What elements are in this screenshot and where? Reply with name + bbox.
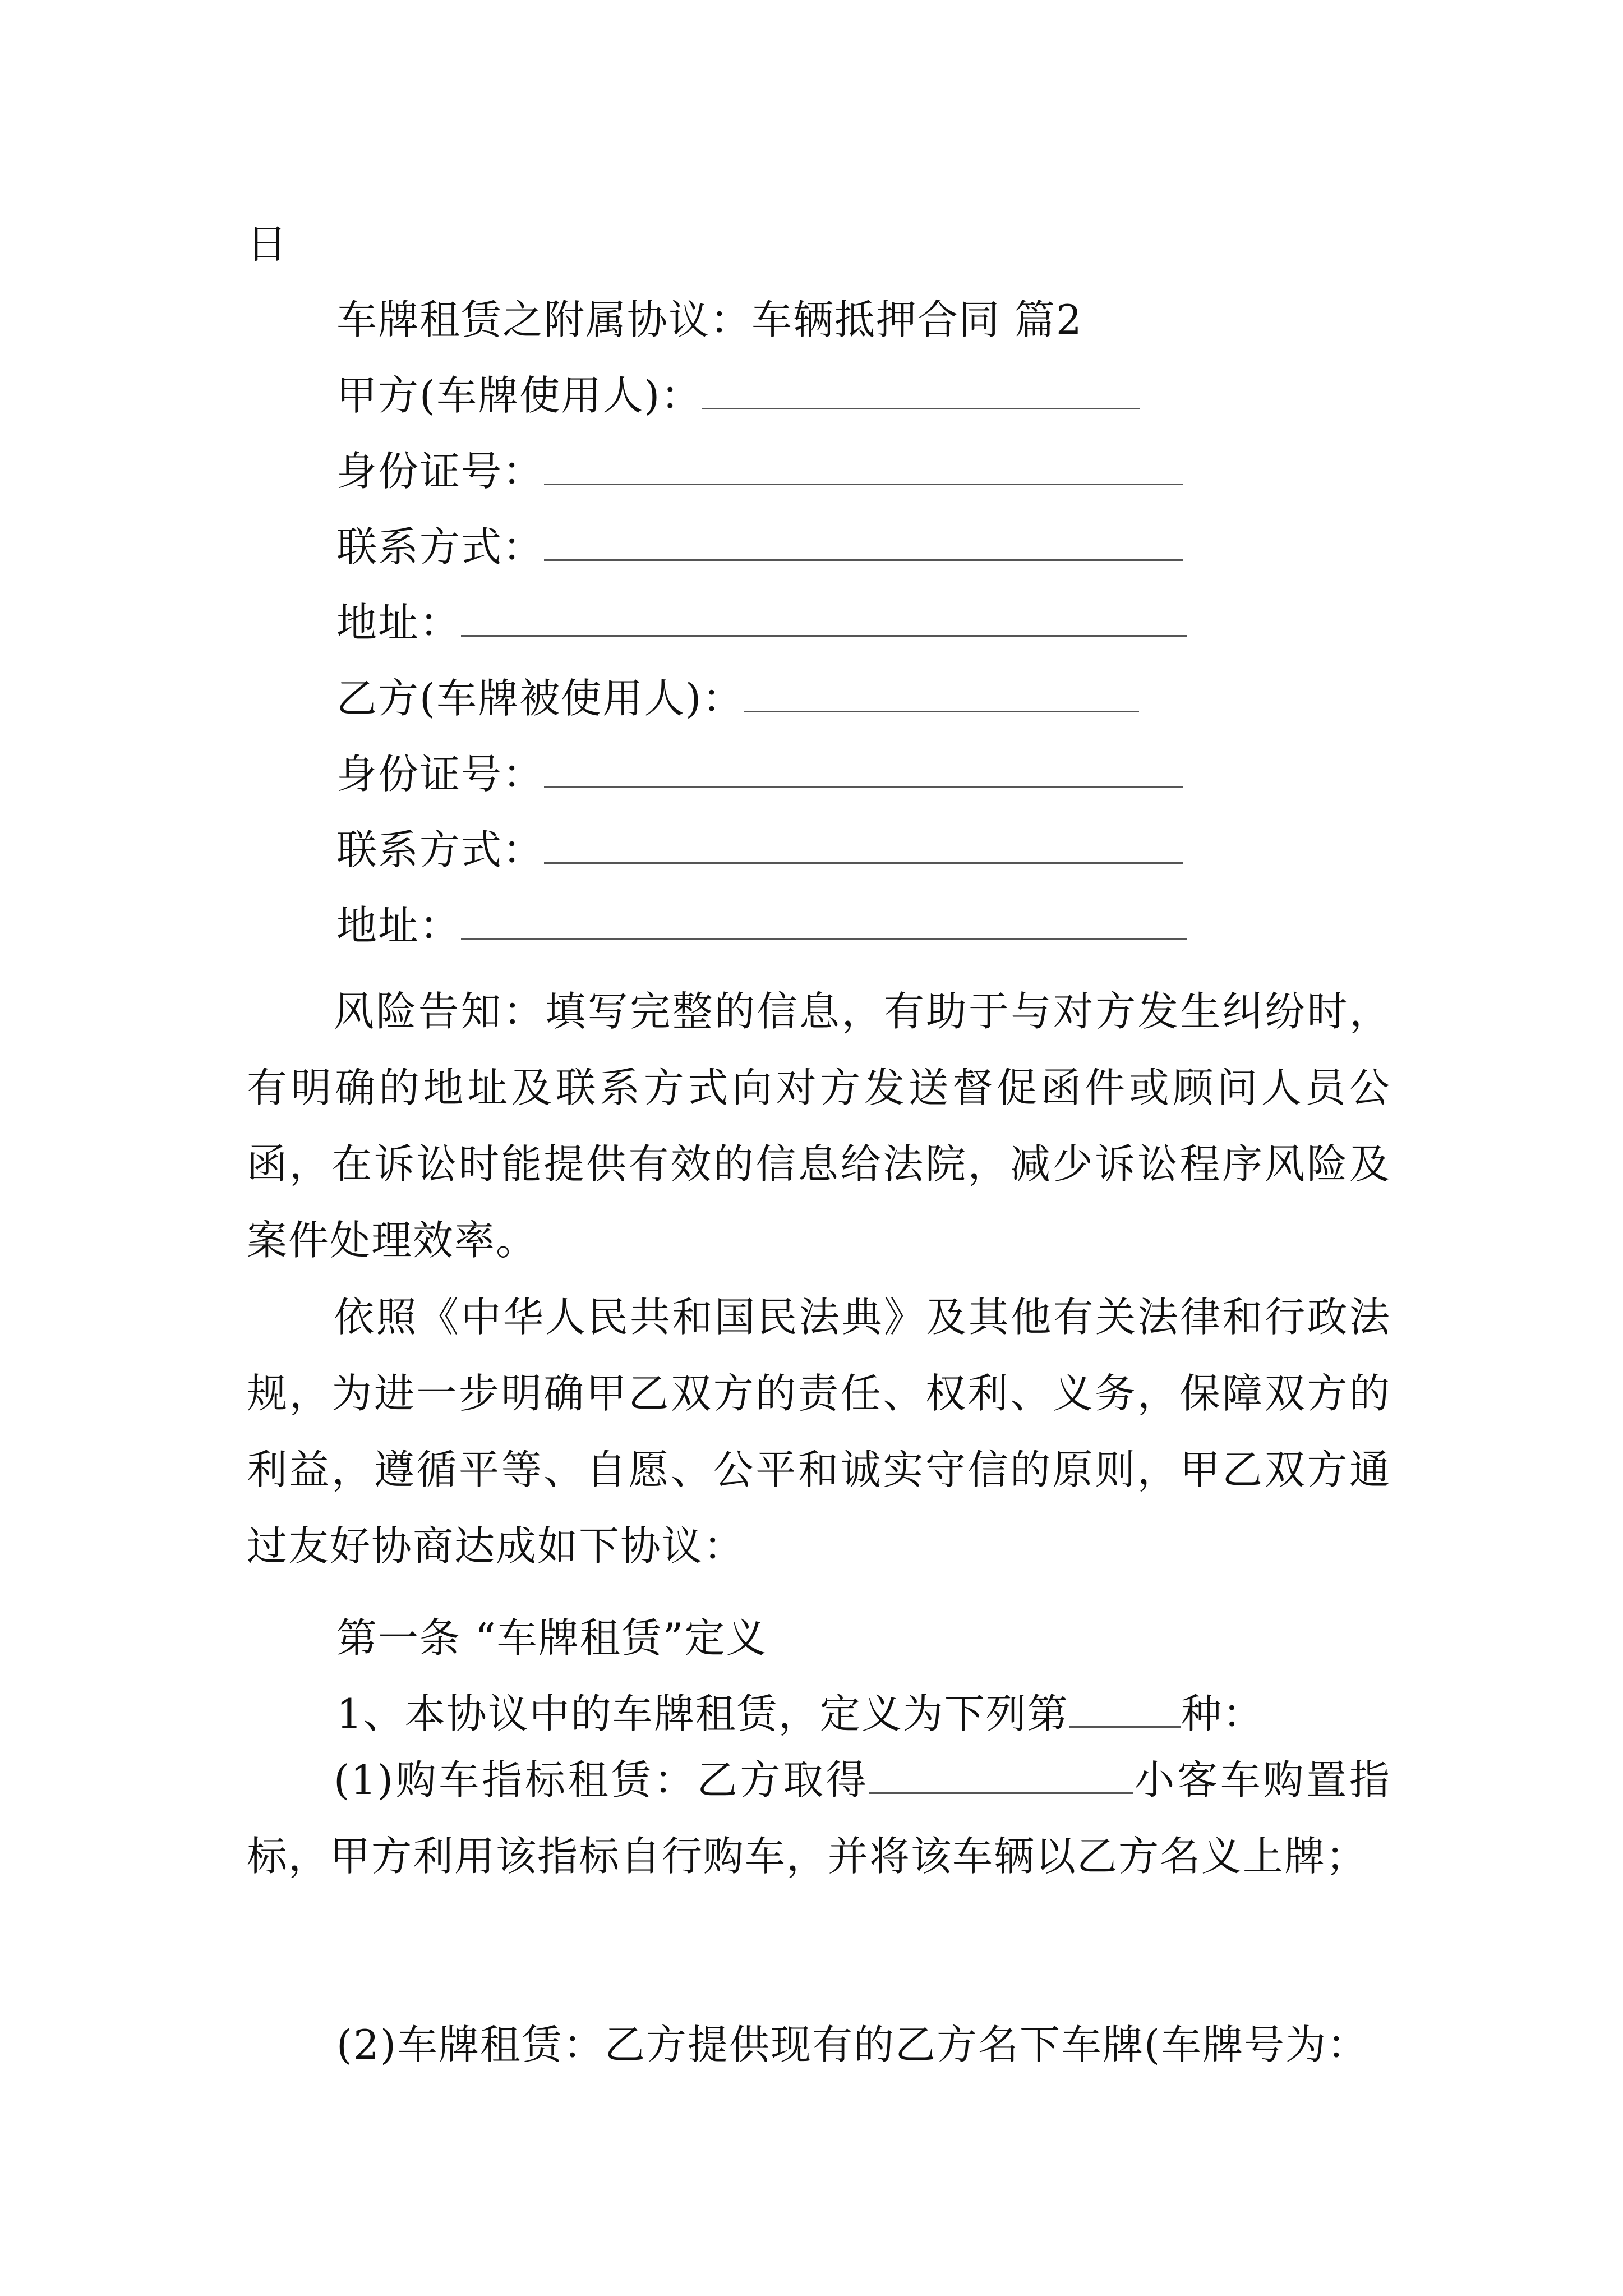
document-title: 车牌租赁之附属协议：车辆抵押合同 篇2 bbox=[336, 296, 1083, 343]
party-a-id-row bbox=[336, 446, 1183, 496]
party-b-blank[interactable] bbox=[744, 676, 1139, 712]
party-a-row bbox=[336, 370, 1140, 421]
party-b-label: 乙方(车牌被使用人)： bbox=[336, 675, 744, 722]
party-b-id-row bbox=[336, 749, 1183, 799]
legal-basis-paragraph: 依照《中华人民共和国民法典》及其他有关法律和行政法规，为进一步明确甲乙双方的责任、权利、义务，保障双方的利益，遵循平等、自愿、公平和诚实守信的原则，甲乙双方通过友好协商达成如下协议： bbox=[247, 1294, 1391, 1570]
party-a-contact-blank[interactable] bbox=[544, 524, 1183, 561]
clause-1-prefix: 1、本协议中的车牌租赁，定义为下列第 bbox=[336, 1690, 1069, 1737]
risk-notice-paragraph: 风险告知：填写完整的信息，有助于与对方发生纠纷时，有明确的地址及联系方式向对方发送督促函件或顾问人员公函，在诉讼时能提供有效的信息给法院，减少诉讼程序风险及案件处理效率。 bbox=[247, 988, 1391, 1264]
clause-1-row bbox=[336, 1688, 1264, 1739]
clause-1-suffix: 种： bbox=[1181, 1690, 1264, 1737]
party-b-contact-row bbox=[336, 825, 1183, 875]
party-b-address-blank[interactable] bbox=[461, 903, 1187, 940]
party-b-row bbox=[336, 673, 1139, 724]
party-a-label: 甲方(车牌使用人)： bbox=[336, 372, 703, 419]
item-1-paragraph bbox=[247, 1742, 1391, 1894]
party-b-contact-blank[interactable] bbox=[544, 827, 1183, 864]
party-a-id-blank[interactable] bbox=[544, 449, 1183, 485]
party-b-address-label: 地址： bbox=[336, 902, 462, 949]
party-a-contact-label: 联系方式： bbox=[336, 523, 545, 570]
item-1-prefix: (1)购车指标租赁：乙方取得 bbox=[334, 1756, 869, 1803]
party-b-contact-label: 联系方式： bbox=[336, 826, 545, 873]
party-a-contact-row bbox=[336, 522, 1183, 572]
item-1-blank[interactable] bbox=[869, 1757, 1133, 1794]
party-b-id-blank[interactable] bbox=[544, 752, 1183, 788]
article-1-title: 第一条 “车牌租赁”定义 bbox=[336, 1614, 768, 1662]
clause-1-blank[interactable] bbox=[1069, 1691, 1181, 1728]
party-b-address-row bbox=[336, 900, 1187, 951]
page-fragment: 日 bbox=[247, 220, 289, 268]
party-a-blank[interactable] bbox=[702, 373, 1140, 409]
item-1-rest: 小客车购置指标，甲方利用该指标自行购车，并将该车辆以乙方名义上牌； bbox=[247, 1756, 1391, 1880]
party-a-id-label: 身份证号： bbox=[336, 448, 545, 495]
party-a-address-row bbox=[336, 597, 1187, 648]
party-a-address-label: 地址： bbox=[336, 599, 462, 646]
party-b-id-label: 身份证号： bbox=[336, 751, 545, 798]
party-a-address-blank[interactable] bbox=[461, 600, 1187, 637]
item-2-line: (2)车牌租赁：乙方提供现有的乙方名下车牌(车牌号为： bbox=[336, 2021, 1369, 2068]
